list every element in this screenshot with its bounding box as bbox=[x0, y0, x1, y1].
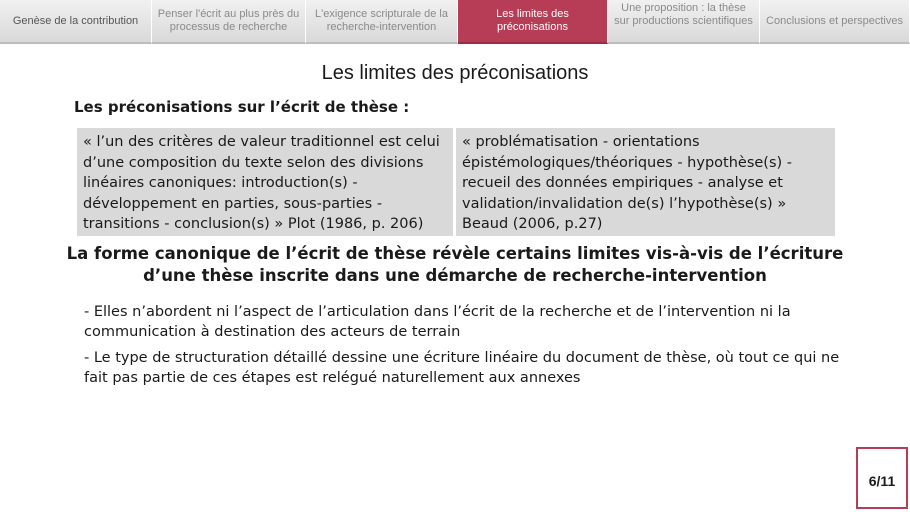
tab-exigence-scripturale[interactable]: L'exigence scripturale de la recherche-intervention bbox=[306, 0, 458, 44]
key-statement: La forme canonique de l’écrit de thèse révèle certains limites vis-à-vis de l’écriture d’une thèse inscrite dans une démarche de recherche-intervention bbox=[66, 244, 844, 285]
section-nav bbox=[0, 0, 910, 46]
quote-beaud: « problématisation - orientations épistémologiques/théoriques - hypothèse(s) - recueil des données empiriques - analyse et validation/invalidation de(s) l’hypothèse(s) » Beaud (2006, p.27) bbox=[456, 128, 835, 236]
tab-genese[interactable]: Genèse de la contribution bbox=[0, 0, 152, 44]
tab-penser-ecrit[interactable]: Penser l'écrit au plus près du processus de recherche bbox=[152, 0, 306, 44]
page-number-badge bbox=[856, 447, 908, 509]
tab-proposition[interactable]: Une proposition : la thèse sur productions scientifiques bbox=[608, 0, 760, 44]
bullet-item: - Elles n’abordent ni l’aspect de l’articulation dans l’écrit de la recherche et de l’intervention ni la communication à destination des acteurs de terrain bbox=[84, 304, 791, 340]
quotes-table bbox=[77, 128, 835, 236]
page-number: 6/11 bbox=[868, 473, 896, 489]
slide-title: Les limites des préconisations bbox=[321, 62, 589, 84]
section-subtitle: Les préconisations sur l’écrit de thèse : bbox=[74, 98, 410, 116]
quote-plot: « l’un des critères de valeur traditionnel est celui d’une composition du texte selon des divisions linéaires canoniques: introduction(s) - développement en parties, sous-parties - transitions - conclusion(s) » Plot (1986, p. 206) bbox=[77, 128, 453, 236]
bullet-list bbox=[84, 302, 844, 394]
tab-conclusions[interactable]: Conclusions et perspectives bbox=[760, 0, 910, 44]
bullet-item: - Le type de structuration détaillé dessine une écriture linéaire du document de thèse, où tout ce qui ne fait pas partie de ces étapes est relégué naturellement aux annexes bbox=[84, 350, 840, 386]
tab-limites-preconisations[interactable]: Les limites des préconisations bbox=[458, 0, 608, 44]
